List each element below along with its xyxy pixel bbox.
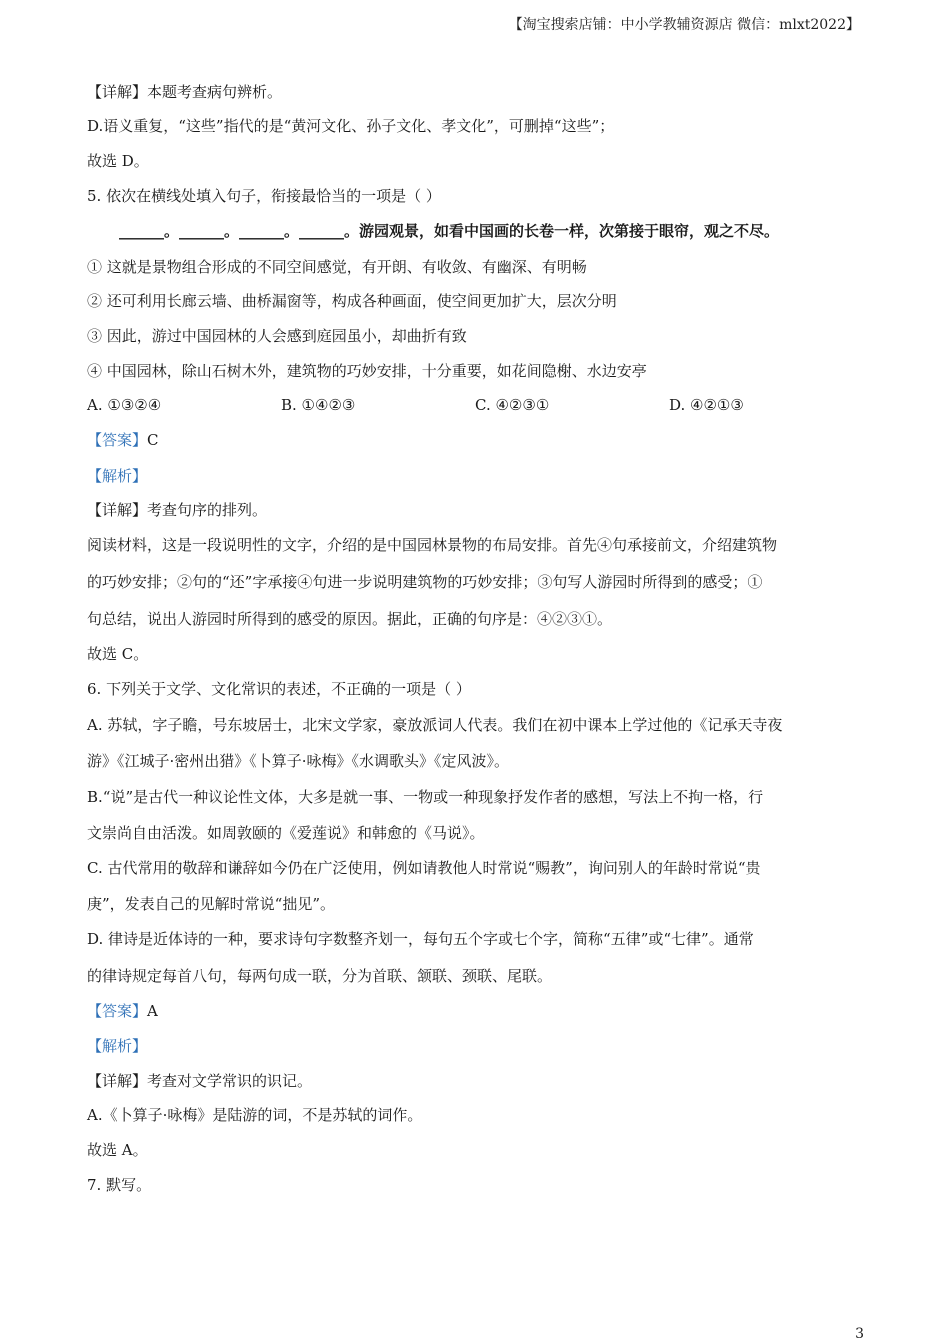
q5-conclusion: 故选 C。 <box>87 645 149 663</box>
q5-answer-label: 【答案】 <box>87 431 148 449</box>
q5-sentence-1: ① 这就是景物组合形成的不同空间感觉，有开朗、有收敛、有幽深、有明畅 <box>87 258 587 276</box>
q5-stem: 5. 依次在横线处填入句子，衔接最恰当的一项是（ ） <box>87 187 441 205</box>
q4-conclusion: 故选 D。 <box>87 152 149 170</box>
q5-explain-line-1: 阅读材料，这是一段说明性的文字，介绍的是中国园林景物的布局安排。首先④句承接前文，介绍建筑物 <box>87 536 778 554</box>
q6-stem: 6. 下列关于文学、文化常识的表述，不正确的一项是（ ） <box>87 680 471 698</box>
q6-option-line-5: C. 古代常用的敬辞和谦辞如今仍在广泛使用，例如请教他人时常说“赐教”，询问别人的年龄时常说“贵 <box>87 859 761 877</box>
q6-answer <box>87 1001 158 1021</box>
q5-explain-line-3: 句总结，说出人游园时所得到的感受的原因。据此，正确的句序是：④②③①。 <box>87 610 613 628</box>
page-header: 【淘宝搜索店铺：中小学教辅资源店 微信：mlxt2022】 <box>508 17 860 33</box>
q6-option-line-6: 庚”，发表自己的见解时常说“拙见”。 <box>87 895 336 913</box>
q6-conclusion: 故选 A。 <box>87 1141 148 1159</box>
q5-explain-line-2: 的巧妙安排；②句的“还”字承接④句进一步说明建筑物的巧妙安排；③句写人游园时所得到的感受；① <box>87 573 763 591</box>
q6-detail: 【详解】考查对文学常识的识记。 <box>87 1072 313 1090</box>
q5-analysis-label: 【解析】 <box>87 467 148 485</box>
q4-explain: D.语义重复，“这些”指代的是“黄河文化、孙子文化、孝文化”，可删掉“这些”； <box>87 117 615 135</box>
q5-answer <box>87 430 159 450</box>
q5-options <box>87 395 863 415</box>
q7-stem: 7. 默写。 <box>87 1176 152 1194</box>
q6-option-line-3: B.“说”是古代一种议论性文体，大多是就一事、一物或一种现象抒发作者的感想，写法上不拘一格，行 <box>87 788 764 806</box>
q5-answer-value: C <box>147 431 159 449</box>
q5-detail: 【详解】考查句序的排列。 <box>87 501 268 519</box>
q5-sentence-4: ④ 中国园林，除山石树木外，建筑物的巧妙安排，十分重要，如花间隐榭、水边安亭 <box>87 362 647 380</box>
q5-passage: ______。______。______。______。游园观景，如看中国画的长卷一样，次第接于眼帘，观之不尽。 <box>119 222 780 240</box>
q6-option-line-4: 文崇尚自由活泼。如周敦颐的《爱莲说》和韩愈的《马说》。 <box>87 824 485 842</box>
q6-option-line-7: D. 律诗是近体诗的一种，要求诗句字数整齐划一，每句五个字或七个字，简称“五律”或“七律”。通常 <box>87 930 754 948</box>
q5-option-a: A. ①③②④ <box>87 396 162 414</box>
q6-option-line-2: 游》《江城子·密州出猎》《卜算子·咏梅》《水调歌头》《定风波》。 <box>87 752 510 770</box>
q6-answer-value: A <box>147 1002 158 1020</box>
q6-explain: A.《卜算子·咏梅》是陆游的词，不是苏轼的词作。 <box>87 1106 423 1124</box>
q5-option-d: D. ④②①③ <box>669 396 744 414</box>
q5-sentence-3: ③ 因此，游过中国园林的人会感到庭园虽小，却曲折有致 <box>87 327 467 345</box>
q5-option-c: C. ④②③① <box>475 396 550 414</box>
q6-option-line-1: A. 苏轼，字子瞻，号东坡居士，北宋文学家，豪放派词人代表。我们在初中课本上学过他的《记承天寺夜 <box>87 716 783 734</box>
q4-detail: 【详解】本题考查病句辨析。 <box>87 83 283 101</box>
q5-option-b: B. ①④②③ <box>281 396 356 414</box>
page-number: 3 <box>855 1326 864 1342</box>
q6-option-line-8: 的律诗规定每首八句，每两句成一联，分为首联、颔联、颈联、尾联。 <box>87 967 553 985</box>
q5-sentence-2: ② 还可利用长廊云墙、曲桥漏窗等，构成各种画面，使空间更加扩大，层次分明 <box>87 292 617 310</box>
q6-answer-label: 【答案】 <box>87 1002 148 1020</box>
q6-analysis-label: 【解析】 <box>87 1037 148 1055</box>
